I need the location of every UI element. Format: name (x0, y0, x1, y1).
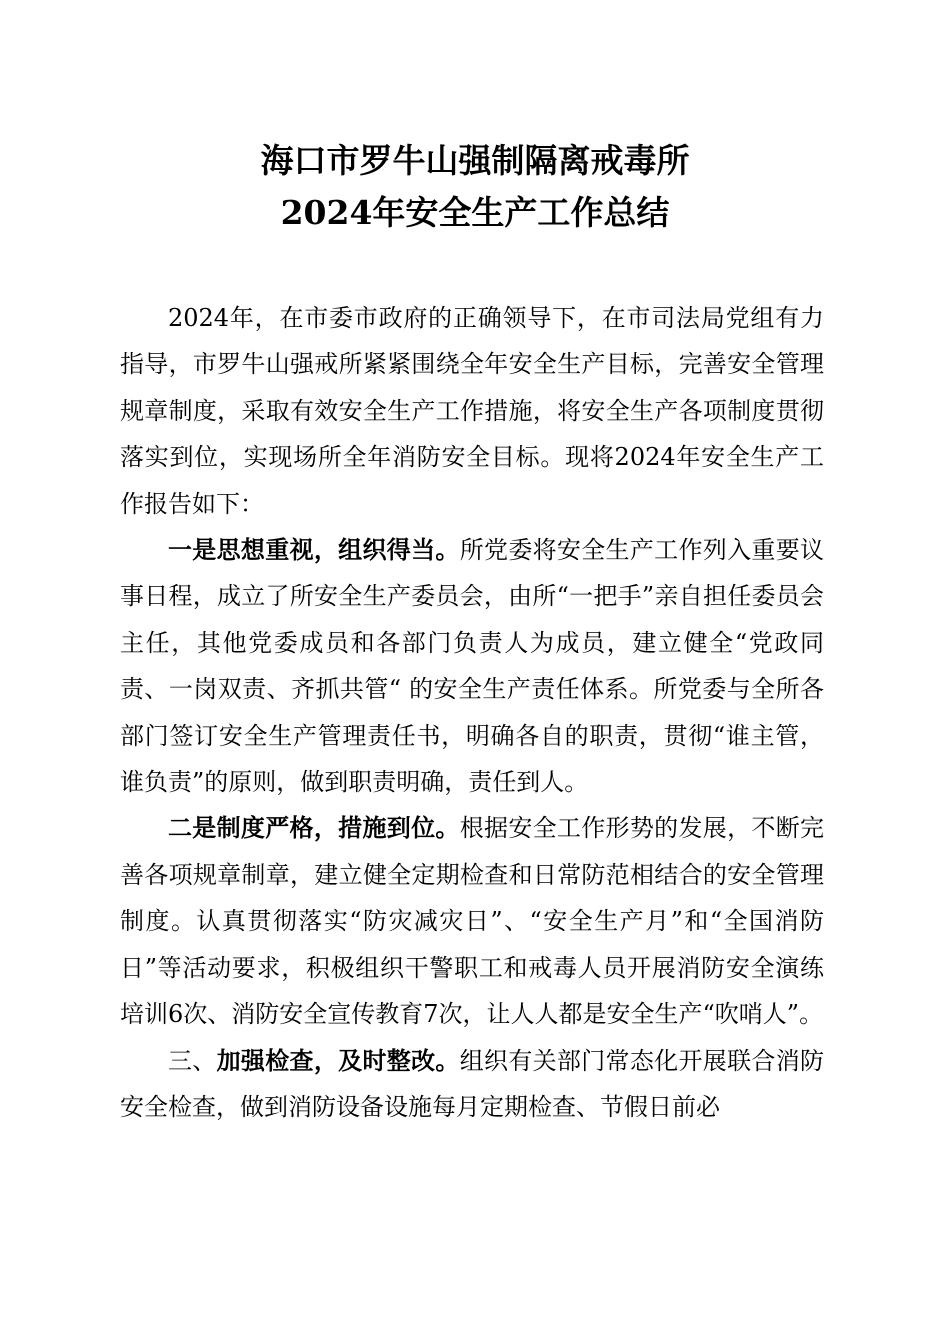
paragraph-section-2 (120, 805, 824, 1037)
section-heading: 一是思想重视，组织得当。 (168, 535, 460, 565)
section-number: 三、 (168, 1046, 217, 1075)
document-title-line-2: 2024年安全生产工作总结 (280, 193, 670, 232)
paragraph-text: 组织有关部门常态化开展联合消防安全检查，做到消防设备设施每月定期检查、节假日前必 (120, 1046, 825, 1121)
section-heading: 加强检查，及时整改。 (216, 1045, 460, 1075)
paragraph-text: 根据安全工作形势的发展，不断完善各项规章制章，建立健全定期检查和日常防范相结合的安全管理制度。认真贯彻落实“防灾减灾日”、“安全生产月”和“全国消防日”等活动要求，积极组织干警职工和戒毒人员开展消防安全演练培训6次、消防安全宣传教育7次，让人人都是安全生产“吹哨人”。 (120, 814, 825, 1029)
paragraph-text: 2024年，在市委市政府的正确领导下，在市司法局党组有力指导，市罗牛山强戒所紧紧围绕全年安全生产目标，完善安全管理规章制度，采取有效安全生产工作措施，将安全生产各项制度贯彻落实到位，实现场所全年消防安全目标。现将2024年安全生产工作报告如下： (120, 304, 824, 518)
paragraph-text: 所党委将安全生产工作列入重要议事日程，成立了所安全生产委员会，由所“一把手”亲自担任委员会主任，其他党委成员和各部门负责人为成员，建立健全“党政同责、一岗双责、齐抓共管“ 的安全生产责任体系。所党委与全所各部门签订安全生产管理责任书，明确各自的职责，贯彻“谁主管，谁负责”的原则，做到职责明确，责任到人。 (120, 536, 825, 797)
paragraph-section-1 (120, 527, 824, 805)
document-body (120, 295, 824, 1130)
paragraph-section-3 (120, 1038, 824, 1131)
section-heading: 二是制度严格，措施到位。 (168, 813, 460, 843)
document-title-line-1: 海口市罗牛山强制隔离戒毒所 (260, 141, 690, 180)
paragraph-intro (120, 295, 824, 527)
